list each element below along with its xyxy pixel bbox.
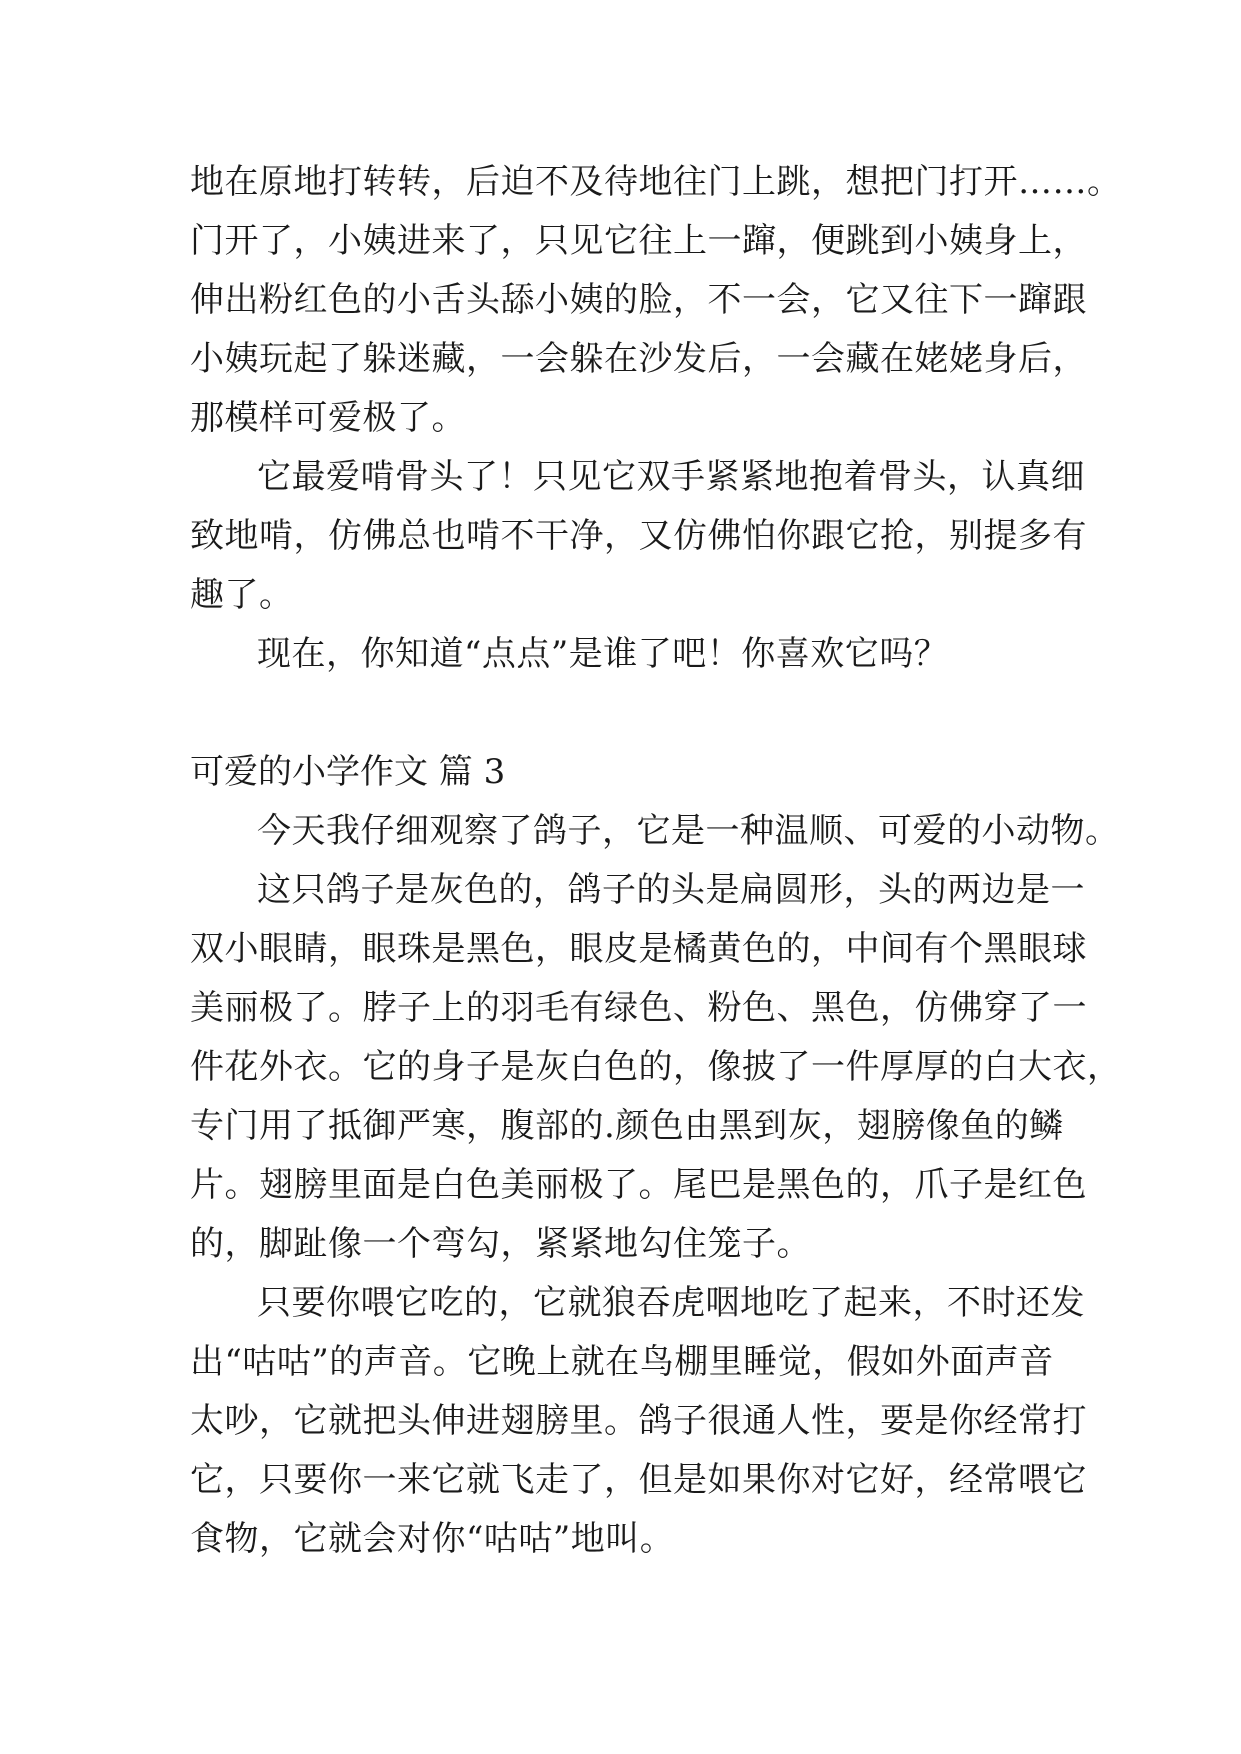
text-line: 它，只要你一来它就飞走了，但是如果你对它好，经常喂它 (190, 1460, 1087, 1500)
text-line: 太吵，它就把头伸进翅膀里。鸽子很通人性，要是你经常打 (190, 1401, 1087, 1441)
text-line: 双小眼睛，眼珠是黑色，眼皮是橘黄色的，中间有个黑眼球 (190, 929, 1087, 969)
text-line: 专门用了抵御严寒，腹部的.颜色由黑到灰，翅膀像鱼的鳞 (190, 1106, 1064, 1146)
text-line: 食物，它就会对你“咕咕”地叫。 (190, 1519, 675, 1559)
text-line: 伸出粉红色的小舌头舔小姨的脸，不一会，它又往下一蹿跟 (190, 280, 1087, 320)
text-line: 片。翅膀里面是白色美丽极了。尾巴是黑色的，爪子是红色 (190, 1165, 1087, 1205)
section-title: 可爱的小学作文 篇 3 (190, 752, 506, 792)
text-line: 地在原地打转转，后迫不及待地往门上跳，想把门打开……。 (190, 162, 1122, 202)
text-line: 那模样可爱极了。 (190, 398, 466, 438)
text-line: 趣了。 (190, 575, 294, 615)
text-line: 小姨玩起了躲迷藏，一会躲在沙发后，一会藏在姥姥身后， (190, 339, 1087, 379)
text-line: 现在，你知道“点点”是谁了吧！你喜欢它吗？ (257, 634, 949, 674)
text-line: 这只鸽子是灰色的，鸽子的头是扁圆形，头的两边是一 (257, 870, 1085, 910)
text-line: 出“咕咕”的声音。它晚上就在鸟棚里睡觉，假如外面声音 (190, 1342, 1054, 1382)
text-line: 它最爱啃骨头了！只见它双手紧紧地抱着骨头，认真细 (257, 457, 1085, 497)
text-line: 件花外衣。它的身子是灰白色的，像披了一件厚厚的白大衣， (190, 1047, 1122, 1087)
text-line: 的，脚趾像一个弯勾，紧紧地勾住笼子。 (190, 1224, 811, 1264)
text-line: 致地啃，仿佛总也啃不干净，又仿佛怕你跟它抢，别提多有 (190, 516, 1087, 556)
text-line: 美丽极了。脖子上的羽毛有绿色、粉色、黑色，仿佛穿了一 (190, 988, 1087, 1028)
text-line: 只要你喂它吃的，它就狼吞虎咽地吃了起来，不时还发 (257, 1283, 1085, 1323)
text-line: 门开了，小姨进来了，只见它往上一蹿，便跳到小姨身上， (190, 221, 1087, 261)
text-line: 今天我仔细观察了鸽子，它是一种温顺、可爱的小动物。 (257, 811, 1120, 851)
